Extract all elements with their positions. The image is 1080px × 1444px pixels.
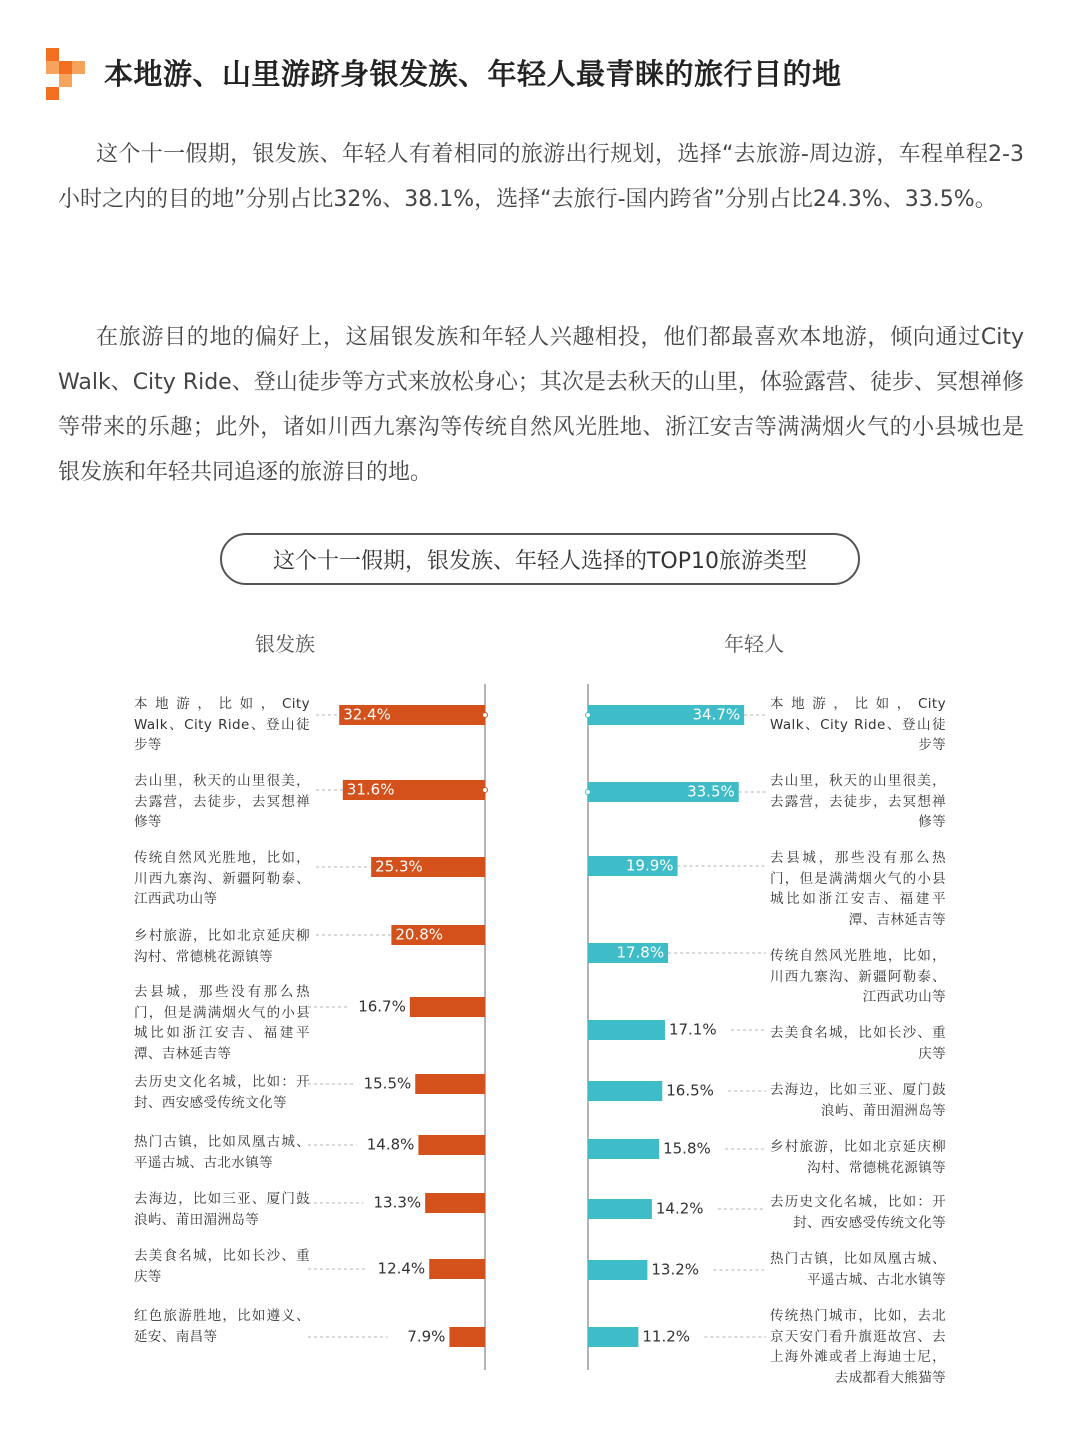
young-value-label: 34.7% <box>692 705 741 724</box>
silver-value-label: 14.8% <box>366 1135 415 1154</box>
silver-category-label: 去山里，秋天的山里很美，去露营，去徒步，去冥想禅修等 <box>134 773 310 830</box>
silver-value-label: 12.4% <box>377 1259 426 1278</box>
young-value-label: 16.5% <box>666 1081 714 1100</box>
young-value-label: 11.2% <box>642 1327 691 1346</box>
silver-category-label: 热门古镇，比如凤凰古城、平遥古城、古北水镇等 <box>134 1134 310 1171</box>
silver-bar <box>425 1193 485 1213</box>
silver-category-label: 去历史文化名城，比如：开封、西安感受传统文化等 <box>134 1074 310 1111</box>
silver-bar <box>410 997 485 1017</box>
young-category-label: 去美食名城，比如长沙、重庆等 <box>770 1025 946 1062</box>
young-value-label: 19.9% <box>625 856 674 875</box>
intro-paragraph: 这个十一假期，银发族、年轻人有着相同的旅游出行规划，选择“去旅游-周边游，车程单程2-3小时之内的目的地”分别占比32%、38.1%，选择“去旅行-国内跨省”分别占比24.3%、33.5%。 <box>58 142 1024 212</box>
young-bar <box>588 1327 638 1347</box>
silver-value-label: 25.3% <box>375 857 423 876</box>
silver-series-title: 银发族 <box>255 632 315 656</box>
silver-anchor-dot <box>483 713 488 718</box>
silver-category-label: 红色旅游胜地，比如遵义、延安、南昌等 <box>134 1308 310 1345</box>
young-bar <box>588 1081 662 1101</box>
young-value-label: 14.2% <box>655 1199 704 1218</box>
silver-value-label: 15.5% <box>363 1074 412 1093</box>
dual-bar-chart <box>0 680 1080 1400</box>
young-value-label: 17.8% <box>616 943 665 962</box>
young-category-label: 去历史文化名城，比如：开封、西安感受传统文化等 <box>770 1194 946 1231</box>
young-bar <box>588 1199 652 1219</box>
young-category-label: 去海边，比如三亚、厦门鼓浪屿、莆田湄洲岛等 <box>770 1082 946 1119</box>
young-value-label: 33.5% <box>687 782 735 801</box>
silver-anchor-dot <box>483 788 488 793</box>
young-category-label: 本地游，比如，City Walk、City Ride、登山徒步等 <box>770 696 946 753</box>
young-anchor-dot <box>586 713 591 718</box>
silver-value-label: 32.4% <box>343 705 391 724</box>
silver-value-label: 7.9% <box>407 1327 446 1346</box>
young-bar <box>588 1139 659 1159</box>
chart-title: 这个十一假期，银发族、年轻人选择的TOP10旅游类型 <box>220 533 860 585</box>
silver-category-label: 去县城，那些没有那么热门，但是满满烟火气的小县城比如浙江安吉、福建平潭、吉林延吉等 <box>134 984 310 1062</box>
silver-bar <box>415 1074 485 1094</box>
silver-category-label: 本地游，比如，City Walk、City Ride、登山徒步等 <box>134 696 310 753</box>
young-value-label: 15.8% <box>663 1139 711 1158</box>
silver-category-label: 去海边，比如三亚、厦门鼓浪屿、莆田湄洲岛等 <box>134 1191 310 1228</box>
young-category-label: 热门古镇，比如凤凰古城、平遥古城、古北水镇等 <box>770 1251 946 1288</box>
young-value-label: 13.2% <box>651 1260 700 1279</box>
young-category-label: 传统热门城市，比如，去北京天安门看升旗逛故宫、去上海外滩或者上海迪士尼，去成都看大熊猫等 <box>770 1308 946 1386</box>
silver-value-label: 20.8% <box>395 925 444 944</box>
young-category-label: 传统自然风光胜地，比如，川西九寨沟、新疆阿勒泰、江西武功山等 <box>770 948 946 1005</box>
young-category-label: 乡村旅游，比如北京延庆柳沟村、常德桃花源镇等 <box>770 1139 946 1176</box>
silver-bar <box>449 1327 485 1347</box>
silver-category-label: 传统自然风光胜地，比如，川西九寨沟、新疆阿勒泰、江西武功山等 <box>134 850 310 907</box>
young-anchor-dot <box>586 790 591 795</box>
young-bar <box>588 1260 647 1280</box>
young-category-label: 去山里，秋天的山里很美，去露营，去徒步，去冥想禅修等 <box>770 773 946 830</box>
page-title: 本地游、山里游跻身银发族、年轻人最青睐的旅行目的地 <box>104 57 842 91</box>
preference-paragraph: 在旅游目的地的偏好上，这届银发族和年轻人兴趣相投，他们都最喜欢本地游，倾向通过City Walk、City Ride、登山徒步等方式来放松身心；其次是去秋天的山里，体验露营、徒步、冥想禅修等带来的乐趣；此外，诸如川西九寨沟等传统自然风光胜地、浙江安吉等满满烟火气的小县城也是银发族和年轻共同追逐的旅游目的地。 <box>58 325 1024 485</box>
young-category-label: 去县城，那些没有那么热门，但是满满烟火气的小县城比如浙江安吉、福建平潭、吉林延吉等 <box>770 850 946 928</box>
silver-value-label: 16.7% <box>358 997 406 1016</box>
silver-category-label: 乡村旅游，比如北京延庆柳沟村、常德桃花源镇等 <box>134 928 310 965</box>
silver-value-label: 13.3% <box>373 1193 422 1212</box>
young-series-title: 年轻人 <box>724 632 784 656</box>
silver-category-label: 去美食名城，比如长沙、重庆等 <box>134 1248 310 1285</box>
silver-value-label: 31.6% <box>346 780 395 799</box>
silver-bar <box>418 1135 485 1155</box>
young-value-label: 17.1% <box>668 1020 717 1039</box>
brand-logo-icon <box>46 48 82 100</box>
silver-bar <box>429 1259 485 1279</box>
young-bar <box>588 1020 665 1040</box>
